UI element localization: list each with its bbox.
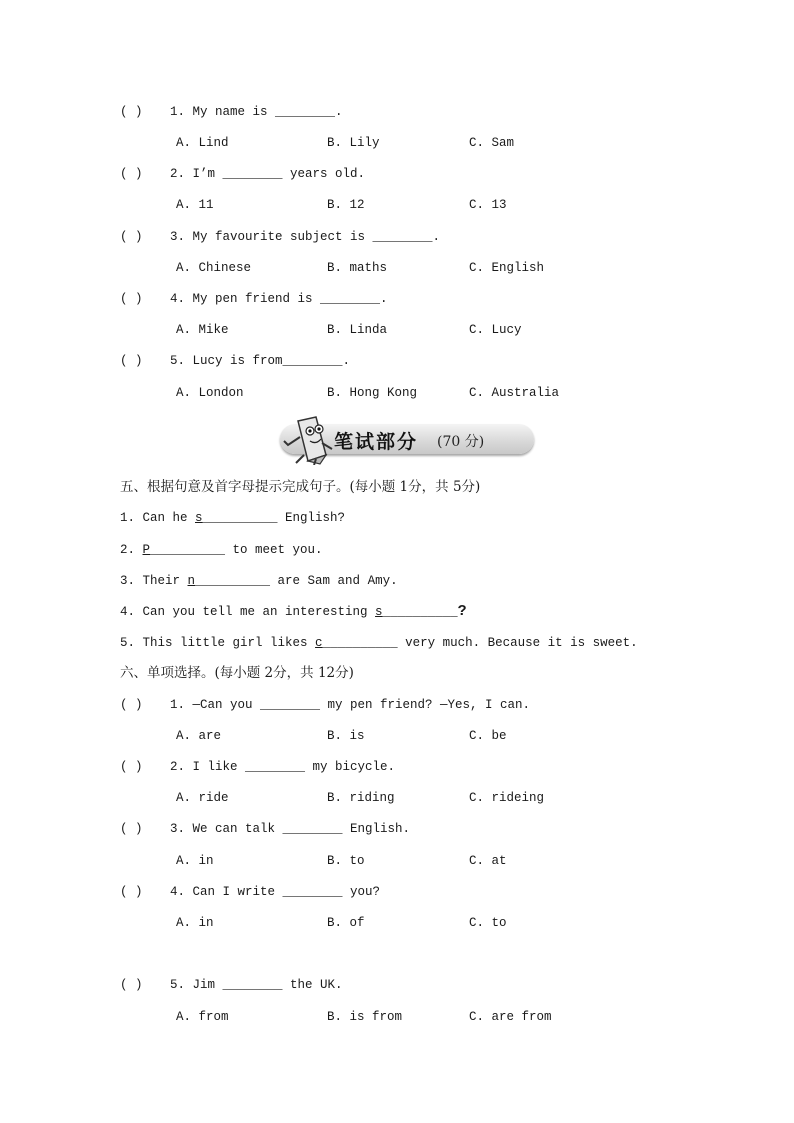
option-b[interactable]: B. is from — [327, 1010, 403, 1024]
option-b[interactable]: B. maths — [327, 261, 388, 275]
option-b[interactable]: B. Hong Kong — [327, 386, 418, 400]
hint-letter: s — [195, 511, 203, 525]
item-text: 2. — [120, 543, 143, 557]
option-b[interactable]: B. Linda — [327, 323, 388, 337]
answer-paren[interactable]: ( ) — [120, 167, 143, 181]
written-section-banner — [262, 415, 540, 465]
answer-paren[interactable]: ( ) — [120, 698, 143, 712]
banner-score: (70 分) — [437, 434, 485, 450]
option-c[interactable]: C. to — [469, 916, 507, 930]
question-text: 1. —Can you ________ my pen friend? —Yes, I can. — [170, 698, 531, 712]
option-a[interactable]: A. Chinese — [176, 261, 252, 275]
question-text: 5. Jim ________ the UK. — [170, 978, 343, 992]
fill-blank-item — [120, 635, 638, 651]
answer-paren[interactable]: ( ) — [120, 885, 143, 899]
fill-blank-item — [120, 604, 467, 620]
question-text: 3. My favourite subject is ________. — [170, 230, 441, 244]
item-text: 5. This little girl likes — [120, 636, 316, 650]
answer-blank[interactable]: __________ — [195, 574, 271, 588]
answer-paren[interactable]: ( ) — [120, 292, 143, 306]
question-text: 1. My name is ________. — [170, 105, 343, 119]
section-six-heading: 六、单项选择。(每小题 2分，共 12分) — [120, 665, 354, 681]
answer-paren[interactable]: ( ) — [120, 978, 143, 992]
option-a[interactable]: A. in — [176, 916, 214, 930]
question-text: 3. We can talk ________ English. — [170, 822, 411, 836]
option-c[interactable]: C. 13 — [469, 198, 507, 212]
item-text: 1. Can he — [120, 511, 196, 525]
option-c[interactable]: C. rideing — [469, 791, 545, 805]
section-five-heading: 五、根据句意及首字母提示完成句子。(每小题 1分，共 5分) — [120, 479, 481, 495]
option-b[interactable]: B. riding — [327, 791, 395, 805]
answer-blank[interactable]: __________ — [382, 605, 458, 619]
fill-blank-item — [120, 573, 398, 589]
hint-letter: s — [375, 605, 383, 619]
answer-blank[interactable]: __________ — [202, 511, 278, 525]
option-a[interactable]: A. ride — [176, 791, 229, 805]
option-a[interactable]: A. are — [176, 729, 222, 743]
item-text: English? — [277, 511, 346, 525]
option-a[interactable]: A. Mike — [176, 323, 229, 337]
hint-letter: n — [187, 574, 196, 588]
option-b[interactable]: B. of — [327, 916, 365, 930]
hint-letter: c — [315, 636, 323, 650]
answer-blank[interactable]: __________ — [322, 636, 398, 650]
answer-paren[interactable]: ( ) — [120, 760, 143, 774]
question-text: 2. I like ________ my bicycle. — [170, 760, 396, 774]
item-text: 3. Their — [120, 574, 188, 588]
option-a[interactable]: A. 11 — [176, 198, 214, 212]
option-a[interactable]: A. in — [176, 854, 214, 868]
question-text: 5. Lucy is from________. — [170, 354, 351, 368]
option-a[interactable]: A. Lind — [176, 136, 229, 150]
answer-paren[interactable]: ( ) — [120, 354, 143, 368]
option-b[interactable]: B. to — [327, 854, 365, 868]
option-c[interactable]: C. at — [469, 854, 507, 868]
answer-paren[interactable]: ( ) — [120, 105, 143, 119]
item-text: are Sam and Amy. — [270, 574, 398, 588]
option-c[interactable]: C. Lucy — [469, 323, 522, 337]
option-b[interactable]: B. is — [327, 729, 365, 743]
option-a[interactable]: A. London — [176, 386, 244, 400]
option-c[interactable]: C. Australia — [469, 386, 560, 400]
option-c[interactable]: C. be — [469, 729, 507, 743]
question-text: 2. I’m ________ years old. — [170, 167, 366, 181]
question-text: 4. Can I write ________ you? — [170, 885, 381, 899]
option-c[interactable]: C. are from — [469, 1010, 552, 1024]
option-c[interactable]: C. Sam — [469, 136, 515, 150]
question-text: 4. My pen friend is ________. — [170, 292, 388, 306]
fill-blank-item — [120, 510, 345, 526]
option-a[interactable]: A. from — [176, 1010, 229, 1024]
item-text: 4. Can you tell me an interesting — [120, 605, 376, 619]
hint-letter: P — [142, 543, 151, 557]
answer-paren[interactable]: ( ) — [120, 822, 143, 836]
option-c[interactable]: C. English — [469, 261, 545, 275]
item-text: ? — [457, 603, 467, 620]
banner-title: 笔试部分 — [334, 431, 419, 453]
pencil-mascot-icon — [274, 415, 336, 465]
option-b[interactable]: B. 12 — [327, 198, 365, 212]
fill-blank-item — [120, 542, 323, 558]
item-text: to meet you. — [225, 543, 323, 557]
answer-blank[interactable]: __________ — [150, 543, 226, 557]
option-b[interactable]: B. Lily — [327, 136, 380, 150]
item-text: very much. Because it is sweet. — [397, 636, 638, 650]
answer-paren[interactable]: ( ) — [120, 230, 143, 244]
